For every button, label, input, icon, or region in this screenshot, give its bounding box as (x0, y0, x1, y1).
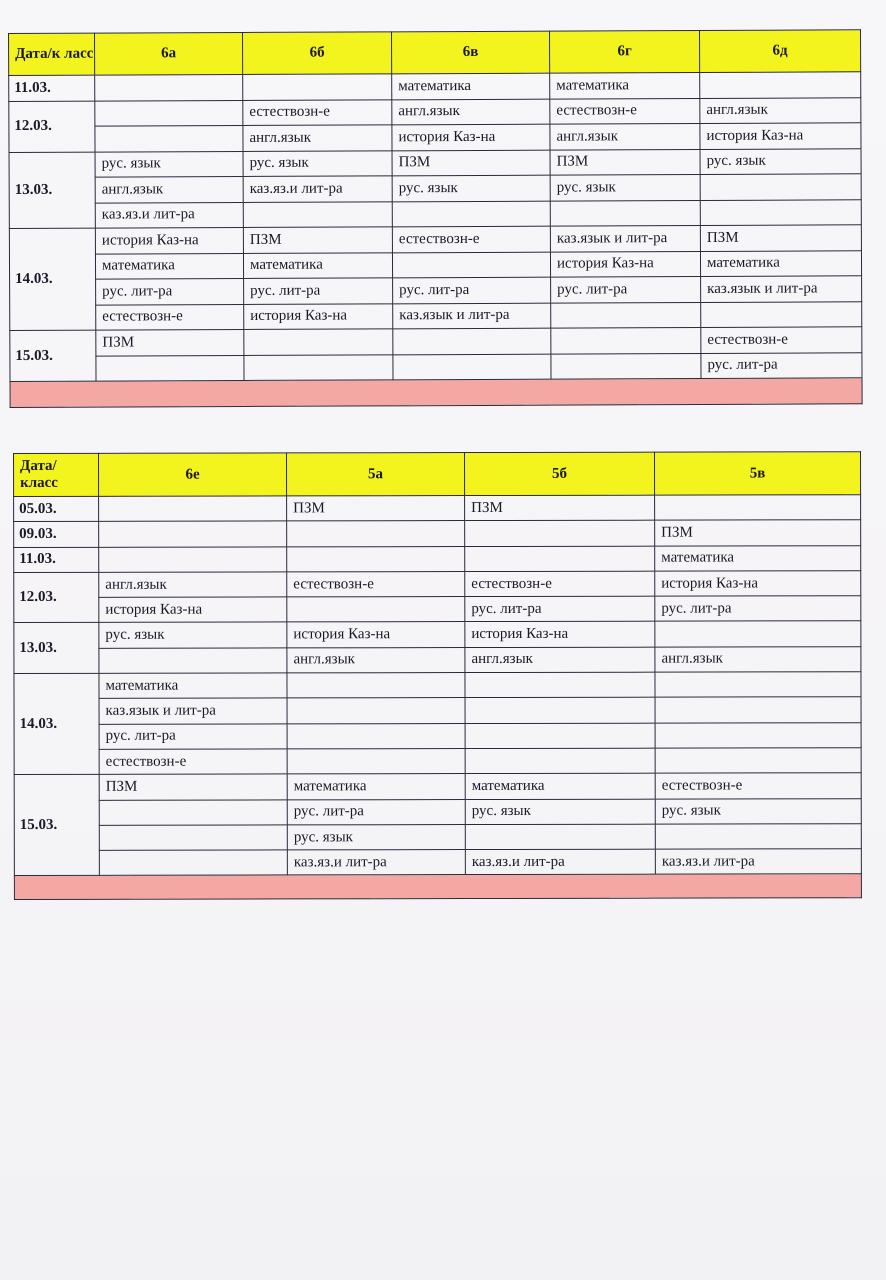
table-row (9, 123, 861, 152)
subject-cell: каз.язык и лит-ра (701, 276, 862, 302)
subject-cell (244, 329, 393, 355)
subject-cell (465, 748, 655, 774)
date-cell: 15.03. (10, 330, 96, 381)
subject-cell (99, 799, 287, 825)
subject-cell: ПЗМ (96, 329, 244, 355)
header-class: 5а (287, 453, 465, 496)
subject-cell (99, 547, 287, 573)
subject-cell: рус. язык (243, 150, 392, 176)
subject-cell: рус. язык (700, 148, 861, 174)
table-row (14, 647, 861, 674)
header-class: 6в (391, 31, 549, 74)
subject-cell (655, 824, 861, 850)
subject-cell: рус. язык (95, 151, 243, 177)
subject-cell: рус. лит-ра (96, 278, 244, 304)
date-cell: 11.03. (14, 547, 99, 572)
subject-cell: естествозн-е (465, 571, 655, 597)
subject-cell: ПЗМ (99, 774, 287, 800)
subject-cell: рус. лит-ра (244, 278, 393, 304)
subject-cell (244, 354, 393, 380)
subject-cell (393, 328, 551, 354)
subject-cell: математика (392, 73, 550, 99)
table-row (9, 148, 861, 177)
subject-cell (465, 824, 655, 850)
header-class: 5б (465, 452, 655, 495)
subject-cell (550, 200, 700, 226)
table-row (14, 697, 861, 724)
table-row (14, 495, 861, 522)
table-row (14, 722, 861, 749)
date-cell: 09.03. (14, 522, 99, 547)
subject-cell (287, 698, 465, 724)
subject-cell: ПЗМ (465, 495, 655, 521)
footer-row (10, 378, 862, 408)
subject-cell: англ.язык (465, 647, 655, 673)
subject-cell: рус. язык (99, 622, 287, 648)
subject-cell (99, 521, 287, 547)
subject-cell (243, 201, 392, 227)
subject-cell: история Каз-на (465, 622, 655, 648)
date-cell: 14.03. (9, 228, 95, 330)
table-row (14, 798, 861, 825)
table-row (9, 72, 861, 101)
footer-band (14, 874, 861, 900)
subject-cell: рус. лит-ра (465, 596, 655, 622)
footer-row (14, 874, 861, 900)
table-row (9, 250, 861, 279)
subject-cell: история Каз-на (244, 303, 393, 329)
subject-cell (655, 722, 861, 748)
subject-cell: ПЗМ (700, 225, 861, 251)
subject-cell: естествозн-е (550, 98, 700, 124)
header-class: 6д (699, 30, 860, 73)
subject-cell: естествозн-е (243, 99, 392, 125)
date-cell: 14.03. (14, 673, 99, 774)
subject-cell: англ.язык (655, 647, 861, 673)
subject-cell: рус. язык (287, 824, 465, 850)
subject-cell (287, 749, 465, 775)
subject-cell: ПЗМ (550, 149, 700, 175)
header-class: 5в (654, 452, 860, 495)
header-class: 6е (99, 453, 287, 496)
header-date-class: Дата/к ласс (9, 33, 95, 75)
subject-cell (99, 850, 287, 876)
subject-cell (551, 327, 701, 353)
subject-cell: англ.язык (95, 176, 243, 202)
subject-cell (287, 597, 465, 623)
table-row (14, 849, 861, 876)
subject-cell: рус. лит-ра (655, 596, 861, 622)
subject-cell: ПЗМ (655, 520, 861, 546)
subject-cell (465, 672, 655, 698)
subject-cell: история Каз-на (655, 571, 861, 597)
subject-cell (287, 723, 465, 749)
header-class: 6г (549, 30, 699, 73)
subject-cell: рус. язык (655, 798, 861, 824)
table-row (14, 824, 861, 851)
subject-cell: математика (700, 250, 861, 276)
subject-cell: рус. лит-ра (551, 276, 701, 302)
header-class: 6а (95, 32, 243, 75)
subject-cell: англ.язык (392, 99, 550, 125)
subject-cell: история Каз-на (95, 227, 243, 253)
subject-cell: рус. язык (392, 175, 550, 201)
subject-cell: каз.яз.и лит-ра (655, 849, 861, 875)
subject-cell: англ.язык (99, 572, 287, 598)
subject-cell: каз.яз.и лит-ра (95, 202, 243, 228)
header-date-class: Дата/ класс (14, 453, 99, 496)
subject-cell: естествозн-е (655, 773, 861, 799)
subject-cell: каз.яз.и лит-ра (465, 849, 655, 875)
subject-cell: рус. лит-ра (287, 799, 465, 825)
subject-cell: англ.язык (287, 647, 465, 673)
subject-cell: математика (465, 773, 655, 799)
header-row (9, 30, 861, 76)
subject-cell (465, 520, 655, 546)
schedule-table-1 (8, 29, 863, 408)
subject-cell (95, 125, 243, 151)
subject-cell: математика (95, 253, 243, 279)
table-row (14, 773, 861, 800)
subject-cell (95, 74, 243, 100)
subject-cell: естествозн-е (701, 327, 862, 353)
table-row (14, 545, 861, 572)
subject-cell: естествозн-е (99, 749, 287, 775)
date-cell: 12.03. (14, 572, 99, 623)
subject-cell (99, 496, 287, 522)
subject-cell: англ.язык (700, 97, 861, 123)
date-cell: 15.03. (14, 775, 99, 876)
subject-cell: естествозн-е (392, 226, 550, 252)
subject-cell (392, 201, 550, 227)
table-row (14, 748, 861, 775)
table-row (9, 199, 861, 228)
subject-cell: англ.язык (243, 125, 392, 151)
subject-cell: математика (287, 774, 465, 800)
subject-cell: история Каз-на (550, 251, 700, 277)
subject-cell (99, 648, 287, 674)
subject-cell (655, 748, 861, 774)
subject-cell (287, 521, 465, 547)
subject-cell: рус. язык (465, 799, 655, 825)
subject-cell (700, 199, 861, 225)
subject-cell (95, 100, 243, 126)
subject-cell (465, 546, 655, 572)
table-row (14, 520, 861, 547)
subject-cell: каз.яз.и лит-ра (243, 176, 392, 202)
header-class: 6б (242, 32, 391, 75)
subject-cell: рус. лит-ра (99, 724, 287, 750)
subject-cell (655, 672, 861, 698)
date-cell: 13.03. (14, 623, 99, 674)
table-row (10, 276, 862, 305)
subject-cell: каз.язык и лит-ра (99, 698, 287, 724)
subject-cell (392, 252, 550, 278)
subject-cell (551, 302, 701, 328)
subject-cell: история Каз-на (700, 123, 861, 149)
subject-cell (393, 354, 551, 380)
table-row (14, 596, 861, 623)
subject-cell (701, 301, 862, 327)
subject-cell: математика (99, 673, 287, 699)
subject-cell: ПЗМ (287, 496, 465, 522)
subject-cell (655, 697, 861, 723)
table-row (9, 97, 861, 126)
footer-band (10, 378, 862, 408)
date-cell: 13.03. (9, 152, 95, 229)
table-row (10, 352, 862, 381)
subject-cell (96, 355, 244, 381)
subject-cell: англ.язык (550, 123, 700, 149)
table-row (9, 225, 861, 254)
header-row (14, 452, 861, 497)
subject-cell: история Каз-на (287, 622, 465, 648)
subject-cell: рус. язык (550, 174, 700, 200)
subject-cell: рус. лит-ра (701, 352, 862, 378)
table-row (14, 621, 861, 648)
date-cell: 12.03. (9, 101, 95, 152)
subject-cell (700, 72, 861, 98)
subject-cell: история Каз-на (392, 124, 550, 150)
subject-cell (551, 353, 701, 379)
schedule-table-2 (13, 451, 862, 900)
subject-cell: математика (243, 252, 392, 278)
subject-cell: ПЗМ (243, 227, 392, 253)
subject-cell: каз.язык и лит-ра (393, 303, 551, 329)
subject-cell (465, 698, 655, 724)
subject-cell: каз.язык и лит-ра (550, 225, 700, 251)
subject-cell: рус. лит-ра (393, 277, 551, 303)
subject-cell (287, 546, 465, 572)
subject-cell: естествозн-е (287, 571, 465, 597)
table-row (9, 174, 861, 203)
subject-cell (99, 825, 287, 851)
subject-cell: математика (655, 545, 861, 571)
subject-cell (655, 495, 861, 521)
subject-cell (287, 673, 465, 699)
subject-cell (655, 621, 861, 647)
subject-cell: история Каз-на (99, 597, 287, 623)
table-row (10, 301, 862, 330)
subject-cell (465, 723, 655, 749)
table-row (14, 672, 861, 699)
subject-cell: естествозн-е (96, 304, 244, 330)
subject-cell: ПЗМ (392, 150, 550, 176)
date-cell: 11.03. (9, 75, 95, 101)
subject-cell (243, 74, 392, 100)
table-row (10, 327, 862, 356)
subject-cell: математика (550, 72, 700, 98)
subject-cell (700, 174, 861, 200)
subject-cell: каз.яз.и лит-ра (287, 850, 465, 876)
date-cell: 05.03. (14, 496, 99, 521)
table-row (14, 571, 861, 598)
